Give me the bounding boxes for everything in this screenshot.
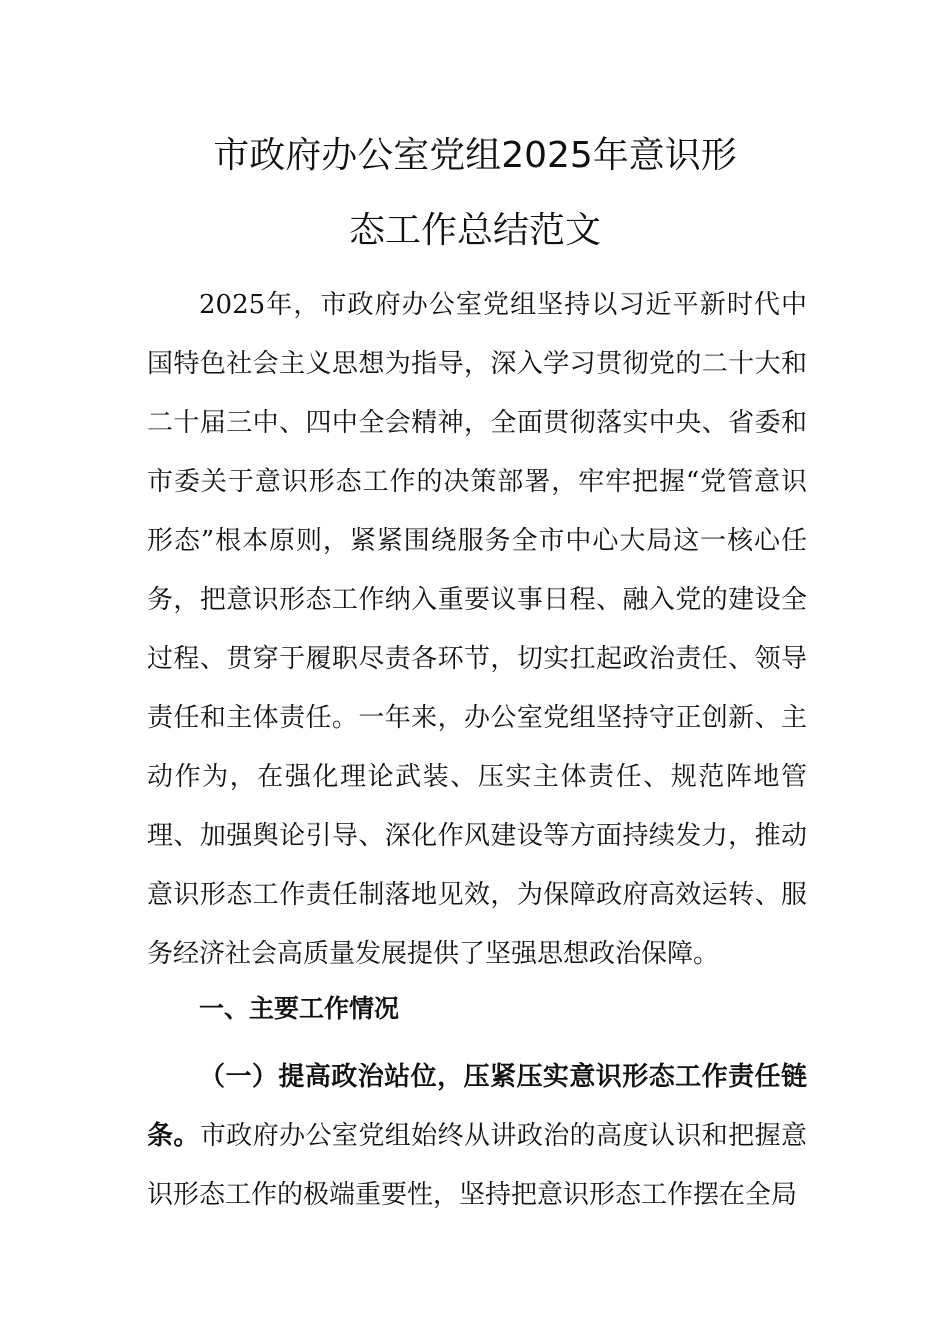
section-heading: 一、主要工作情况 bbox=[199, 994, 400, 1023]
subsection-paragraph bbox=[147, 1048, 807, 1225]
subsection-text: 市政府办公室党组始终从讲政治的高度认识和把握意识形态工作的极端重要性，坚持把意识形态工作摆在全局 bbox=[147, 1121, 807, 1210]
intro-paragraph: 2025年，市政府办公室党组坚持以习近平新时代中国特色社会主义思想为指导，深入学习贯彻党的二十大和二十届三中、四中全会精神，全面贯彻落实中央、省委和市委关于意识形态工作的决策部署，牢牢把握“党管意识形态”根本原则，紧紧围绕服务全市中心大局这一核心任务，把意识形态工作纳入重要议事日程、融入党的建设全过程、贯穿于履职尽责各环节，切实扛起政治责任、领导责任和主体责任。一年来，办公室党组坚持守正创新、主动作为，在强化理论武装、压实主体责任、规范阵地管理、加强舆论引导、深化作风建设等方面持续发力，推动意识形态工作责任制落地见效，为保障政府高效运转、服务经济社会高质量发展提供了坚强思想政治保障。 bbox=[147, 290, 807, 969]
subsection-heading: （一）提高政治站位，压紧压实意识形态工作责任链条。 bbox=[147, 1062, 807, 1151]
document-title-line-1: 市政府办公室党组2025年意识形 bbox=[213, 135, 737, 176]
document-title-line-2: 态工作总结范文 bbox=[348, 210, 601, 251]
